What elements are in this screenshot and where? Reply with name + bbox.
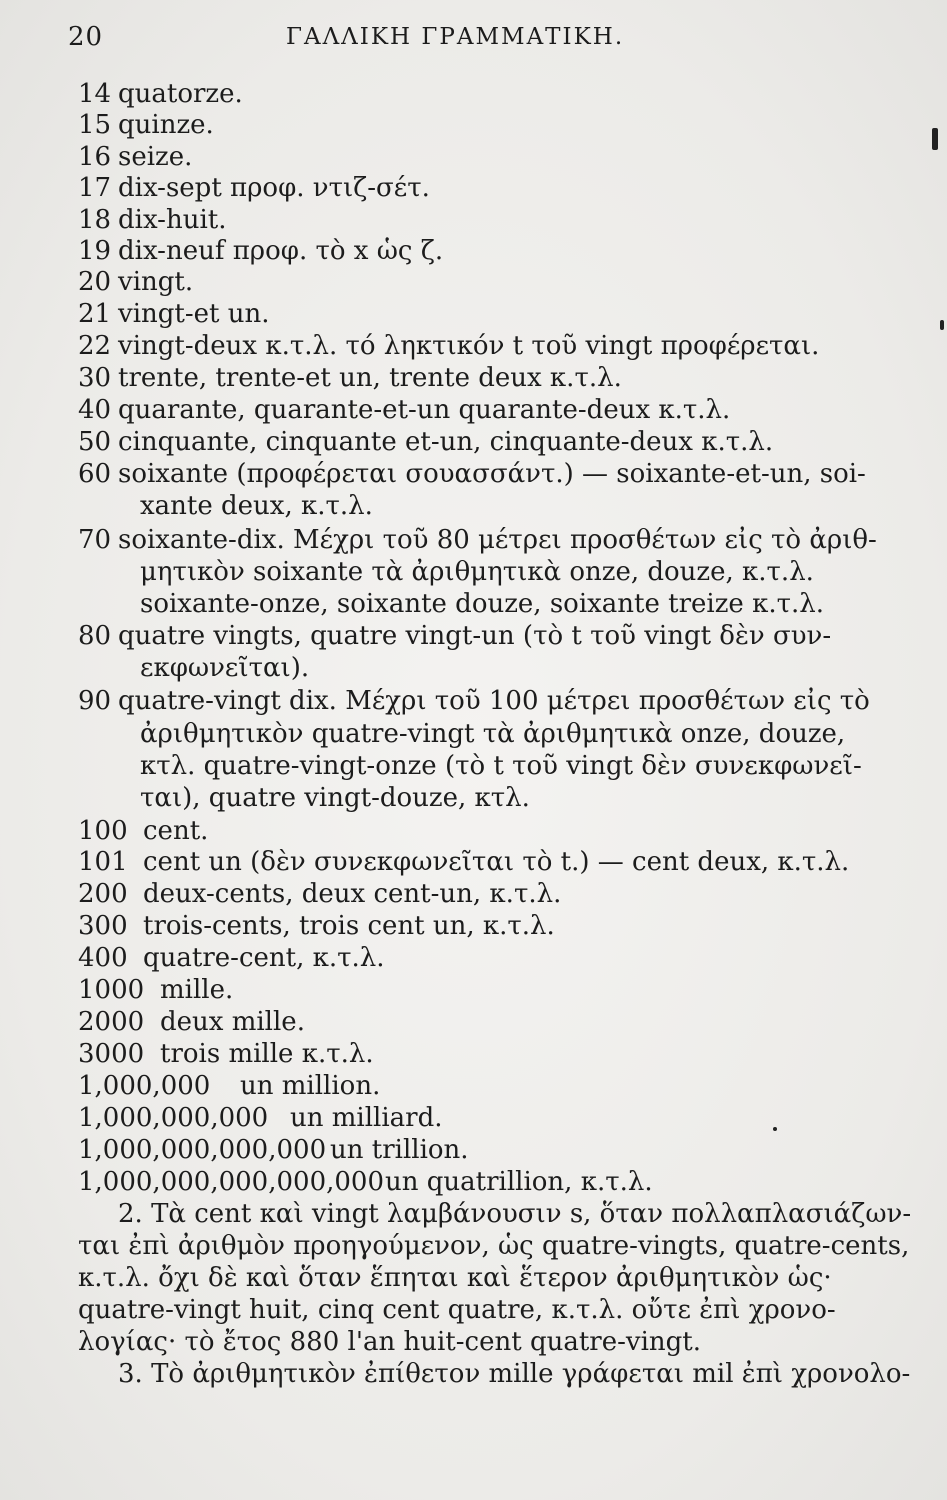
number-label: 22 bbox=[78, 331, 112, 361]
number-text: soixante (προφέρεται σουασσάντ.) — soixante-et-un, soi- bbox=[118, 459, 866, 489]
number-label: 18 bbox=[78, 205, 112, 235]
number-text: quarante, quarante-et-un quarante-deux κ.τ.λ. bbox=[118, 395, 731, 425]
number-text: dix-sept προφ. ντιζ-σέτ. bbox=[118, 173, 430, 203]
number-text: mille. bbox=[160, 975, 234, 1005]
list-item bbox=[0, 109, 947, 141]
number-text: κτλ. quatre-vingt-onze (τὸ t τοῦ vingt δὲν συνεκφωνεῖ- bbox=[140, 751, 862, 781]
number-text: ἀριθμητικὸν quatre-vingt τὰ ἀριθμητικὰ onze, douze, bbox=[140, 719, 846, 749]
number-text: soixante-dix. Μέχρι τοῦ 80 μέτρει προσθέτων εἰς τὸ ἀριθ- bbox=[118, 525, 877, 555]
number-label: 101 bbox=[78, 847, 128, 877]
number-text: quatre-vingt dix. Μέχρι τοῦ 100 μέτρει προσθέτων εἰς τὸ bbox=[118, 686, 870, 716]
list-item bbox=[0, 750, 947, 782]
number-label: 15 bbox=[78, 110, 112, 140]
paragraph-text: 2. Τὰ cent καὶ vingt λαμβάνουσιν s, ὅταν πολλαπλασιάζων- bbox=[118, 1199, 912, 1229]
list-item bbox=[0, 846, 947, 878]
list-item bbox=[0, 878, 947, 910]
paragraph-line bbox=[0, 1294, 947, 1326]
list-item bbox=[0, 974, 947, 1006]
page-header bbox=[68, 22, 898, 62]
list-item bbox=[0, 652, 947, 684]
list-item bbox=[0, 718, 947, 750]
number-text: xante deux, κ.τ.λ. bbox=[140, 491, 373, 521]
number-text: ται), quatre vingt-douze, κτλ. bbox=[140, 783, 530, 813]
number-label: 1,000,000,000 bbox=[78, 1103, 269, 1133]
list-item bbox=[0, 394, 947, 426]
list-item bbox=[0, 782, 947, 814]
number-label: 200 bbox=[78, 879, 128, 909]
number-text: vingt. bbox=[118, 267, 194, 297]
number-text: deux-cents, deux cent-un, κ.τ.λ. bbox=[143, 879, 562, 909]
number-label: 300 bbox=[78, 911, 128, 941]
number-label: 100 bbox=[78, 816, 128, 846]
list-item bbox=[0, 1134, 947, 1166]
number-text: trois-cents, trois cent un, κ.τ.λ. bbox=[143, 911, 555, 941]
list-item bbox=[0, 235, 947, 267]
number-text: εκφωνεῖται). bbox=[140, 653, 310, 683]
number-text: quinze. bbox=[118, 110, 214, 140]
number-text: un trillion. bbox=[330, 1135, 469, 1165]
list-item bbox=[0, 910, 947, 942]
paragraph-text: ται ἐπὶ ἀριθμὸν προηγούμενον, ὡς quatre-vingts, quatre-cents, bbox=[78, 1231, 910, 1261]
number-text: dix-huit. bbox=[118, 205, 227, 235]
number-text: cent. bbox=[143, 816, 209, 846]
number-text: deux mille. bbox=[160, 1007, 305, 1037]
number-label: 2000 bbox=[78, 1007, 145, 1037]
list-item bbox=[0, 172, 947, 204]
number-label: 1,000,000 bbox=[78, 1071, 211, 1101]
number-text: quatre vingts, quatre vingt-un (τὸ t τοῦ vingt δὲν συν- bbox=[118, 621, 832, 651]
list-item bbox=[0, 942, 947, 974]
list-item bbox=[0, 620, 947, 652]
paragraph-line bbox=[0, 1230, 947, 1262]
number-text: quatre-cent, κ.τ.λ. bbox=[143, 943, 385, 973]
list-item bbox=[0, 524, 947, 556]
list-item bbox=[0, 685, 947, 717]
number-label: 20 bbox=[78, 267, 112, 297]
list-item bbox=[0, 141, 947, 173]
list-item bbox=[0, 556, 947, 588]
list-item bbox=[0, 1070, 947, 1102]
number-label: 40 bbox=[78, 395, 112, 425]
number-text: vingt-et un. bbox=[118, 299, 270, 329]
number-label: 90 bbox=[78, 686, 112, 716]
number-text: seize. bbox=[118, 142, 193, 172]
number-text: dix-neuf προφ. τὸ x ὡς ζ. bbox=[118, 236, 444, 266]
number-label: 70 bbox=[78, 525, 112, 555]
number-label: 21 bbox=[78, 299, 112, 329]
number-text: un quatrillion, κ.τ.λ. bbox=[385, 1167, 653, 1197]
list-item bbox=[0, 588, 947, 620]
paragraph-line bbox=[0, 1358, 947, 1390]
paragraph-line bbox=[0, 1198, 947, 1230]
number-text: un milliard. bbox=[290, 1103, 443, 1133]
number-label: 19 bbox=[78, 236, 112, 266]
number-label: 30 bbox=[78, 363, 112, 393]
number-text: quatorze. bbox=[118, 79, 243, 109]
number-text: cinquante, cinquante et-un, cinquante-deux κ.τ.λ. bbox=[118, 427, 774, 457]
list-item bbox=[0, 1038, 947, 1070]
list-item bbox=[0, 266, 947, 298]
list-item bbox=[0, 1006, 947, 1038]
number-text: vingt-deux κ.τ.λ. τό ληκτικόν t τοῦ vingt προφέρεται. bbox=[118, 331, 820, 361]
number-label: 60 bbox=[78, 459, 112, 489]
list-item bbox=[0, 815, 947, 847]
number-text: soixante-onze, soixante douze, soixante treize κ.τ.λ. bbox=[140, 589, 824, 619]
number-text: trois mille κ.τ.λ. bbox=[160, 1039, 374, 1069]
number-label: 1,000,000,000,000,000 bbox=[78, 1167, 384, 1197]
running-title: ΓΑΛΛΙΚΗ ΓΡΑΜΜΑΤΙΚΗ. bbox=[286, 24, 625, 50]
number-label: 1000 bbox=[78, 975, 145, 1005]
list-item bbox=[0, 1102, 947, 1134]
number-text: μητικὸν soixante τὰ ἀριθμητικὰ onze, douze, κ.τ.λ. bbox=[140, 557, 814, 587]
number-label: 1,000,000,000,000 bbox=[78, 1135, 327, 1165]
list-item bbox=[0, 490, 947, 522]
number-label: 17 bbox=[78, 173, 112, 203]
number-text: trente, trente-et un, trente deux κ.τ.λ. bbox=[118, 363, 622, 393]
list-item bbox=[0, 1166, 947, 1198]
list-item bbox=[0, 330, 947, 362]
paragraph-text: κ.τ.λ. ὄχι δὲ καὶ ὅταν ἕπηται καὶ ἕτερον ἀριθμητικὸν ὡς· bbox=[78, 1263, 832, 1293]
list-item bbox=[0, 362, 947, 394]
number-text: cent un (δὲν συνεκφωνεῖται τὸ t.) — cent deux, κ.τ.λ. bbox=[143, 847, 850, 877]
paragraph-line bbox=[0, 1262, 947, 1294]
list-item bbox=[0, 458, 947, 490]
number-label: 3000 bbox=[78, 1039, 145, 1069]
list-item bbox=[0, 78, 947, 110]
page-number: 20 bbox=[68, 22, 104, 52]
margin-ink-dot bbox=[940, 320, 944, 330]
number-label: 16 bbox=[78, 142, 112, 172]
number-label: 14 bbox=[78, 79, 112, 109]
number-label: 80 bbox=[78, 621, 112, 651]
paragraph-text: λογίας· τὸ ἔτος 880 l'an huit-cent quatre-vingt. bbox=[78, 1327, 701, 1357]
list-item bbox=[0, 204, 947, 236]
number-label: 50 bbox=[78, 427, 112, 457]
paragraph-text: quatre-vingt huit, cinq cent quatre, κ.τ.λ. οὔτε ἐπὶ χρονο- bbox=[78, 1295, 836, 1325]
margin-ink-dot bbox=[773, 1127, 777, 1131]
paragraph-text: 3. Τὸ ἀριθμητικὸν ἐπίθετον mille γράφεται mil ἐπὶ χρονολο- bbox=[118, 1359, 911, 1389]
number-label: 400 bbox=[78, 943, 128, 973]
list-item bbox=[0, 298, 947, 330]
list-item bbox=[0, 426, 947, 458]
number-text: un million. bbox=[240, 1071, 381, 1101]
paragraph-line bbox=[0, 1326, 947, 1358]
margin-ink-mark bbox=[932, 128, 938, 150]
